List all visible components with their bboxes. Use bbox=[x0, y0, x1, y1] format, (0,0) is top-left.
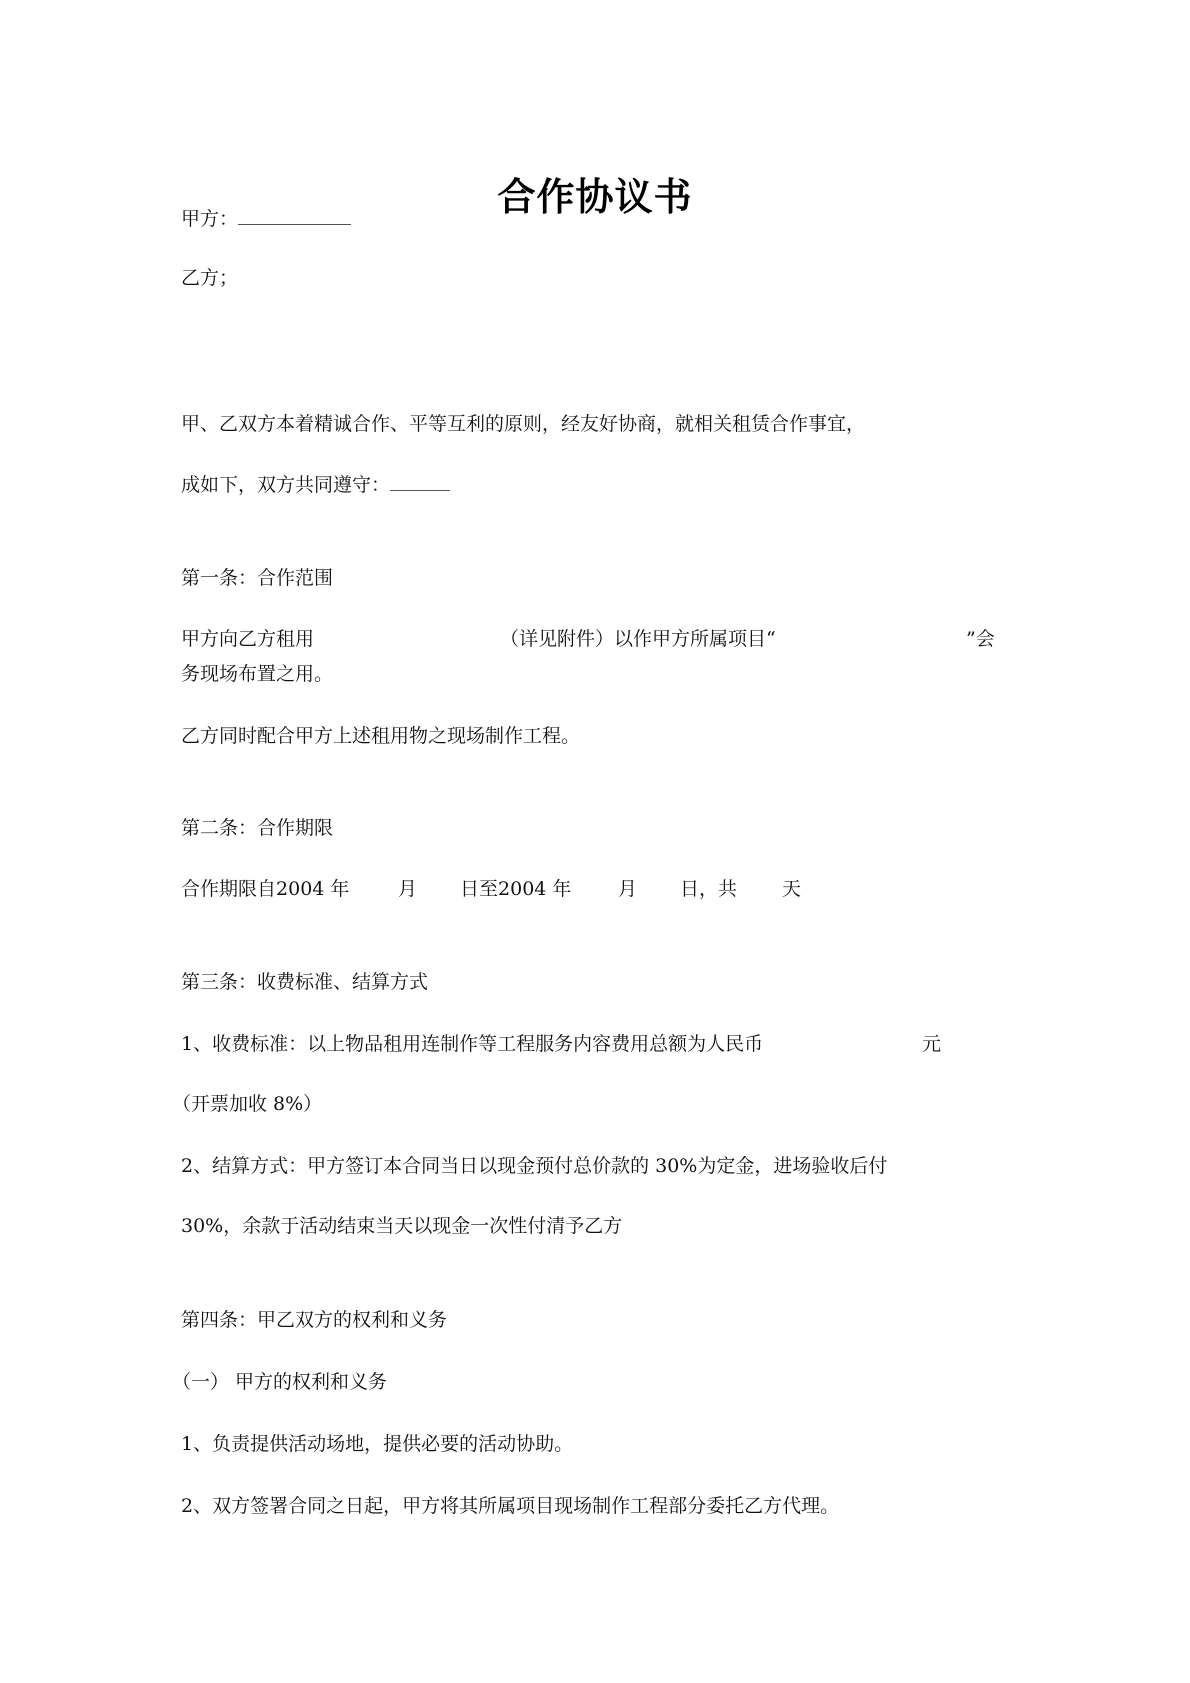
article-1-project-name-blank[interactable] bbox=[812, 627, 962, 649]
party-a-label: 甲方： bbox=[181, 208, 239, 230]
article-1-p1-part1: 甲方向乙方租用 bbox=[181, 628, 315, 650]
document-title: 合作协议书 bbox=[497, 175, 693, 219]
intro-line-1: 甲、乙双方本着精诚合作、平等互利的原则，经友好协商，就相关租赁合作事宜， bbox=[181, 413, 866, 435]
end-month-label: 月 bbox=[618, 878, 638, 900]
party-a-line bbox=[181, 206, 351, 231]
end-day-sep: 日，共 bbox=[680, 878, 738, 900]
article-3-item-1-note: （开票加收 8%） bbox=[172, 1093, 323, 1115]
intro-line-2-text: 成如下，双方共同遵守： bbox=[181, 474, 391, 496]
article-3-item-1: 1、收费标准：以上物品租用连制作等工程服务内容费用总额为人民币 bbox=[181, 1033, 764, 1055]
article-2-heading: 第二条：合作期限 bbox=[181, 817, 334, 839]
article-1-rental-item-blank[interactable] bbox=[326, 627, 496, 649]
party-b-label: 乙方； bbox=[181, 267, 239, 289]
start-day-to: 日至 bbox=[460, 878, 499, 900]
intro-line-2 bbox=[181, 472, 450, 497]
period-prefix bbox=[181, 877, 349, 901]
article-4-item-1: 1、负责提供活动场地，提供必要的活动协助。 bbox=[181, 1433, 574, 1455]
party-a-blank-field[interactable] bbox=[238, 206, 351, 225]
article-1-p1-line2: 务现场布置之用。 bbox=[181, 663, 334, 685]
article-1-p2: 乙方同时配合甲方上述租用物之现场制作工程。 bbox=[181, 725, 581, 747]
article-3-item-2-line-2: 30%，余款于活动结束当天以现金一次性付清予乙方 bbox=[181, 1215, 623, 1237]
period-prefix-text: 合作期限自 bbox=[181, 878, 277, 900]
article-1-p1-part3: ”会 bbox=[966, 628, 995, 650]
article-4-heading: 第四条：甲乙双方的权利和义务 bbox=[181, 1309, 448, 1331]
intro-blank-field[interactable] bbox=[390, 472, 450, 491]
article-1-heading: 第一条：合作范围 bbox=[181, 567, 334, 589]
start-year: 2004 bbox=[276, 878, 325, 900]
article-3-item-1-unit: 元 bbox=[922, 1033, 942, 1055]
article-3-item-2-line-1: 2、结算方式：甲方签订本合同当日以现金预付总价款的 30%为定金，进场验收后付 bbox=[181, 1155, 888, 1177]
article-4-sub-1-heading: （一） 甲方的权利和义务 bbox=[172, 1371, 388, 1393]
article-1-p1-part2: （详见附件）以作甲方所属项目“ bbox=[500, 628, 776, 650]
period-end-prefix bbox=[460, 877, 571, 901]
end-year: 2004 bbox=[498, 878, 547, 900]
start-month-label: 月 bbox=[398, 878, 418, 900]
days-label: 天 bbox=[782, 878, 802, 900]
start-year-label: 年 bbox=[330, 878, 350, 900]
article-4-item-2: 2、双方签署合同之日起，甲方将其所属项目现场制作工程部分委托乙方代理。 bbox=[181, 1495, 840, 1517]
end-year-label: 年 bbox=[552, 878, 572, 900]
article-3-heading: 第三条：收费标准、结算方式 bbox=[181, 971, 429, 993]
